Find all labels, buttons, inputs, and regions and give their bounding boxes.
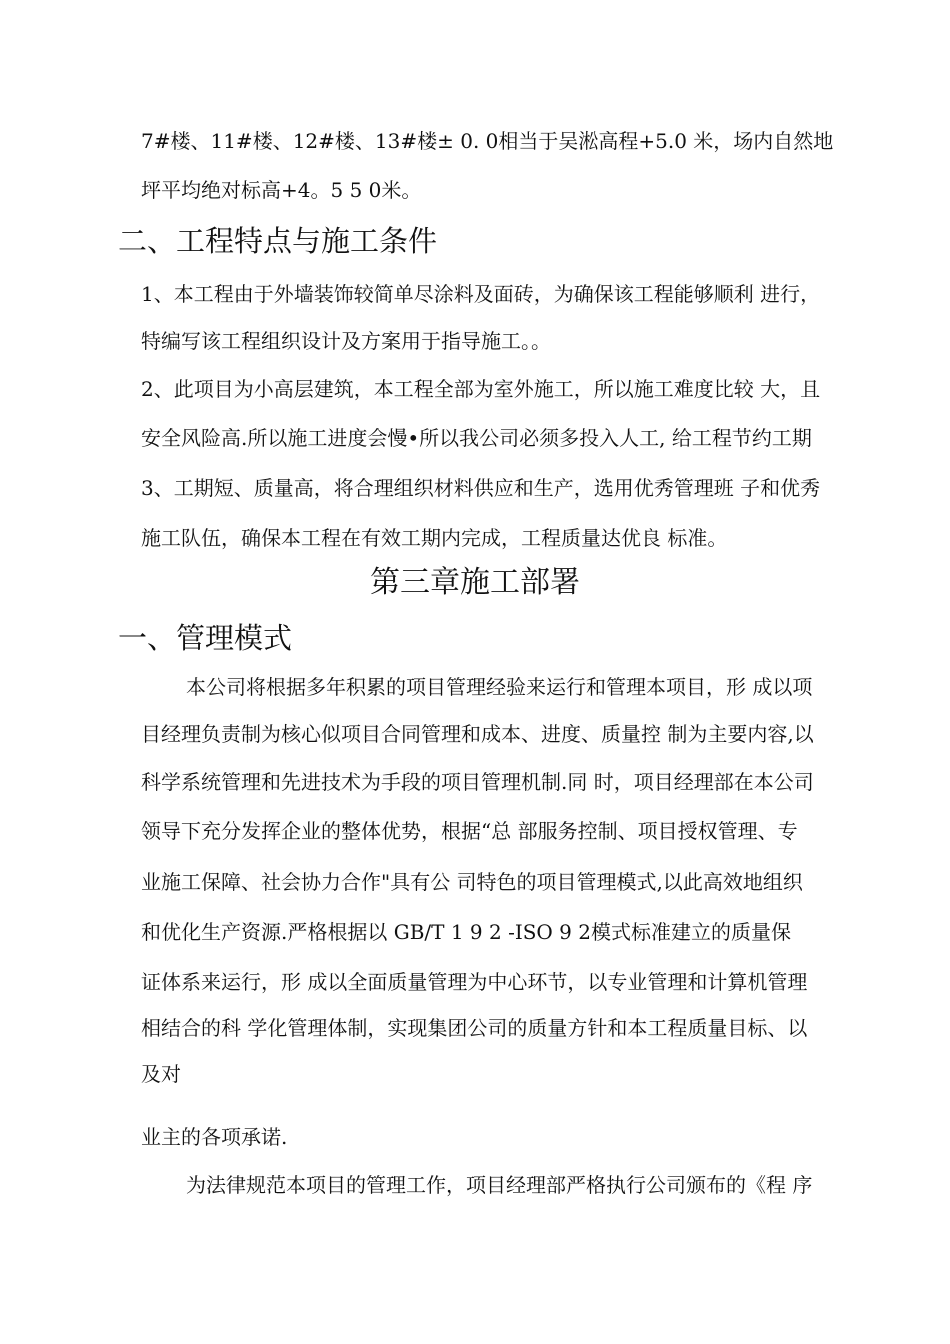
section-heading-project-features: 二、工程特点与施工条件 xyxy=(118,224,438,258)
intro-line-1: 7#楼、11#楼、12#楼、13#楼± 0. 0相当于吴淞高程+5.0 米，场内自然地 xyxy=(141,129,834,153)
item-1-line-1: 1、本工程由于外墙装饰较简单尽涂料及面砖，为确保该工程能够顺利 进行， xyxy=(141,282,821,306)
paragraph-line: 科学系统管理和先进技术为手段的项目管理机制.同 时，项目经理部在本公司 xyxy=(141,770,814,794)
item-3-line-1: 3、工期短、质量高，将合理组织材料供应和生产，选用优秀管理班 子和优秀 xyxy=(141,476,821,500)
paragraph-line: 和优化生产资源.严格根据以 GB/T 1 9 2 -ISO 9 2模式标准建立的质量保 xyxy=(141,920,791,944)
paragraph-line: 及对 xyxy=(141,1062,181,1086)
chapter-title: 第三章施工部署 xyxy=(370,565,580,600)
paragraph-line: 相结合的科 学化管理体制，实现集团公司的质量方针和本工程质量目标、以 xyxy=(141,1016,808,1040)
paragraph-end-line: 业主的各项承诺. xyxy=(141,1125,288,1149)
paragraph-line: 本公司将根据多年积累的项目管理经验来运行和管理本项目，形 成以项 xyxy=(186,675,813,699)
item-2-line-2: 安全风险高.所以施工进度会慢•所以我公司必须多投入人工, 给工程节约工期 xyxy=(141,426,812,450)
paragraph-line: 证体系来运行，形 成以全面质量管理为中心环节，以专业管理和计算机管理 xyxy=(141,970,808,994)
paragraph-line: 业施工保障、社会协力合作"具有公 司特色的项目管理模式,以此高效地组织 xyxy=(141,870,803,894)
paragraph-2-line-1: 为法律规范本项目的管理工作，项目经理部严格执行公司颁布的《程 序 xyxy=(186,1173,813,1197)
section-heading-management-mode: 一、管理模式 xyxy=(118,621,293,655)
paragraph-line: 目经理负责制为核心似项目合同管理和成本、进度、质量控 制为主要内容,以 xyxy=(141,722,814,746)
item-1-line-2: 特编写该工程组织设计及方案用于指导施工。。 xyxy=(141,329,551,353)
paragraph-line: 领导下充分发挥企业的整体优势，根据“总 部服务控制、项目授权管理、专 xyxy=(141,819,798,843)
item-2-line-1: 2、此项目为小高层建筑，本工程全部为室外施工，所以施工难度比较 大，且 xyxy=(141,377,821,401)
item-3-line-2: 施工队伍，确保本工程在有效工期内完成，工程质量达优良 标准。 xyxy=(141,526,728,550)
intro-line-2: 坪平均绝对标高+4。5 5 0米。 xyxy=(141,178,422,202)
